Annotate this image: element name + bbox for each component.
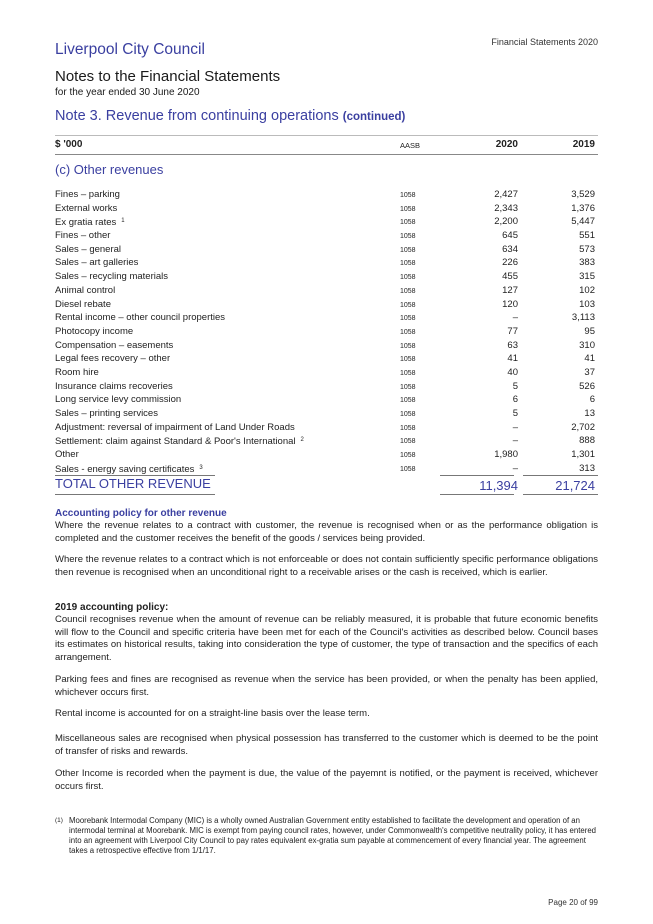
- row-aasb: 1058: [400, 465, 416, 473]
- table-top-rule: [55, 135, 598, 136]
- row-value-2019: 3,113: [571, 312, 595, 324]
- row-aasb: 1058: [400, 274, 416, 282]
- row-value-2020: 455: [502, 271, 518, 283]
- policy-paragraph-4: Parking fees and fines are recognised as revenue when the service has been provided, or when the penalty has been applied, whichever occurs first.: [55, 674, 598, 698]
- row-label-text: Animal control: [55, 284, 116, 296]
- table-row: [55, 215, 598, 229]
- policy-paragraph-7: Other Income is recorded when the payment is due, the value of the payemnt is notified, or the payment is received, whichever occurs first.: [55, 768, 598, 792]
- row-aasb: 1058: [400, 383, 416, 391]
- policy-paragraph-6: Miscellaneous sales are recognised when physical possession has transferred to the customer which is deemed to be the point of transfer of risks and rewards.: [55, 733, 598, 757]
- row-value-2019: 37: [584, 366, 595, 378]
- row-value-2020: 2,200: [494, 216, 518, 228]
- row-value-2020: 120: [502, 298, 518, 310]
- total-row: [55, 476, 598, 496]
- row-label: [55, 188, 120, 202]
- row-value-2020: 634: [502, 243, 518, 255]
- row-label: [55, 298, 111, 312]
- column-label-2019: 2019: [572, 139, 595, 150]
- row-label: [55, 393, 181, 407]
- row-label-text: Adjustment: reversal of impairment of Land Under Roads: [55, 421, 295, 433]
- row-aasb: 1058: [400, 397, 416, 405]
- row-value-2020: 40: [507, 366, 518, 378]
- row-label-text: Sales – printing services: [55, 408, 158, 419]
- row-label: [55, 380, 173, 394]
- row-label-text: Ex gratia rates: [55, 217, 117, 229]
- row-value-2020: 2,427: [494, 189, 518, 200]
- row-label-text: Insurance claims recoveries: [55, 380, 173, 392]
- row-aasb: 1058: [400, 205, 416, 213]
- row-label: [55, 434, 304, 449]
- table-row: [55, 462, 598, 476]
- table-row: [55, 229, 598, 243]
- row-label-text: Fines – parking: [55, 189, 120, 200]
- row-aasb: 1058: [400, 411, 416, 418]
- table-row: [55, 407, 598, 421]
- row-label-text: Sales – recycling materials: [55, 271, 168, 283]
- row-label: [55, 202, 117, 216]
- row-label-text: Fines – other: [55, 230, 111, 242]
- row-value-2020: –: [512, 462, 518, 474]
- row-label: [55, 243, 121, 257]
- row-value-2020: 1,980: [494, 449, 518, 461]
- row-value-2019: 573: [579, 243, 595, 255]
- row-value-2020: –: [512, 435, 518, 447]
- total-label: TOTAL OTHER REVENUE: [55, 476, 211, 491]
- row-aasb: 1058: [400, 219, 416, 227]
- row-value-2019: 315: [579, 271, 595, 283]
- row-label-text: Settlement: claim against Standard & Poor's International: [55, 436, 296, 448]
- row-value-2020: 63: [507, 339, 518, 351]
- row-label: [55, 284, 115, 298]
- row-aasb: 1058: [400, 342, 416, 350]
- row-value-2019: 6: [589, 394, 595, 406]
- row-label: [55, 325, 133, 339]
- row-label: [55, 270, 168, 284]
- table-row: [55, 380, 598, 394]
- row-aasb: 1058: [400, 246, 416, 254]
- table-row: [55, 352, 598, 366]
- council-name: Liverpool City Council: [55, 41, 205, 58]
- row-aasb: 1058: [400, 356, 416, 364]
- table-row: [55, 366, 598, 380]
- row-label-text: Diesel rebate: [55, 298, 111, 310]
- row-aasb: 1058: [400, 315, 416, 323]
- row-value-2019: 2,702: [571, 421, 595, 433]
- row-aasb: 1058: [400, 287, 416, 295]
- row-aasb: 1058: [400, 424, 416, 432]
- section-title: (c) Other revenues: [55, 162, 164, 177]
- row-value-2019: 888: [579, 435, 595, 447]
- row-label-text: Room hire: [55, 366, 99, 378]
- table-row: [55, 188, 598, 202]
- row-value-2019: 5,447: [571, 216, 595, 228]
- row-value-2019: 526: [579, 380, 595, 392]
- total-bottom-rule-label: [55, 494, 215, 495]
- row-value-2019: 103: [579, 298, 595, 310]
- row-aasb: 1058: [400, 328, 416, 336]
- row-value-2020: 645: [502, 230, 518, 242]
- total-bottom-rule-2019: [523, 494, 598, 495]
- row-label: [55, 448, 79, 462]
- row-value-2019: 102: [579, 284, 595, 296]
- row-value-2020: 41: [507, 353, 518, 365]
- row-label-text: Legal fees recovery – other: [55, 353, 171, 365]
- row-value-2019: 1,301: [571, 449, 595, 461]
- row-value-2019: 551: [579, 230, 595, 242]
- row-value-2020: 5: [512, 408, 518, 419]
- policy-paragraph-2: Where the revenue relates to a contract which is not enforceable or does not contain sufficiently specific performance obligations then revenue is recognised when an unconditional right to a receivable arises or the cash is received, which is earlier.: [55, 554, 598, 578]
- row-label: [55, 421, 295, 435]
- row-value-2020: 127: [502, 284, 518, 296]
- row-value-2020: –: [512, 312, 518, 324]
- header-right-label: Financial Statements 2020: [491, 37, 598, 47]
- row-label-text: Long service levy commission: [55, 394, 182, 406]
- row-value-2020: –: [512, 421, 518, 433]
- total-bottom-rule-2020: [440, 494, 514, 495]
- policy-paragraph-1: Where the revenue relates to a contract with customer, the revenue is recognised when or as the performance obligation is completed and the customer receives the benefit of the goods / services being provided.: [55, 520, 598, 544]
- row-value-2020: 77: [507, 325, 518, 337]
- row-value-2019: 41: [584, 353, 595, 365]
- page-title: Notes to the Financial Statements: [55, 68, 281, 85]
- row-value-2019: 1,376: [571, 202, 595, 214]
- row-aasb: 1058: [400, 438, 416, 446]
- row-value-2019: 13: [584, 408, 595, 419]
- row-value-2020: 226: [502, 257, 518, 269]
- row-label: [55, 256, 138, 270]
- column-label-units: $ '000: [55, 139, 83, 150]
- row-label-text: Rental income – other council properties: [55, 312, 226, 324]
- row-value-2019: 3,529: [571, 189, 595, 200]
- total-value-2020: 11,394: [479, 478, 518, 493]
- row-label-text: Sales - energy saving certificates: [55, 463, 195, 475]
- row-value-2019: 95: [584, 325, 595, 337]
- row-aasb: 1058: [400, 369, 416, 377]
- note-continued: (continued): [342, 111, 406, 123]
- table-row: [55, 202, 598, 216]
- revenue-table-rows: [55, 188, 598, 475]
- row-label-text: Other: [55, 449, 79, 461]
- table-row: [55, 421, 598, 435]
- row-value-2020: 6: [512, 394, 518, 406]
- page-number: Page 20 of 99: [548, 898, 598, 907]
- column-label-aasb: AASB: [400, 141, 421, 150]
- row-label: [55, 215, 125, 230]
- table-column-header: [55, 139, 598, 153]
- policy-paragraph-5: Rental income is accounted for on a straight-line basis over the lease term.: [55, 708, 370, 719]
- page-subtitle: for the year ended 30 June 2020: [55, 87, 200, 98]
- table-row: [55, 256, 598, 270]
- row-footnote-ref: 1: [121, 218, 125, 225]
- row-label-text: Compensation – easements: [55, 339, 174, 351]
- table-row: [55, 270, 598, 284]
- policy-heading-2019: 2019 accounting policy:: [55, 602, 169, 613]
- table-row: [55, 243, 598, 257]
- row-aasb: 1058: [400, 192, 416, 199]
- column-label-2020: 2020: [495, 139, 518, 150]
- table-row: [55, 284, 598, 298]
- row-label: [55, 339, 173, 353]
- footnote-text: Moorebank Intermodal Company (MIC) is a wholly owned Australian Government entity established to facilitate the development and operation of an intermodal terminal at Moorebank. MIC is exempt from paying council rates, however, under Commonwealth's competitive neutrality policy, it has entered into an agreement with Liverpool City Council to pay rates equivalent ex-gratia sum payable at commencement of every financial year. The agreement takes a retrospective effective from 1/1/17.: [69, 816, 597, 855]
- row-label: [55, 311, 225, 325]
- row-value-2020: 2,343: [494, 202, 518, 214]
- policy-paragraph-3: Council recognises revenue when the amount of revenue can be reliably measured, it is probable that future economic benefits will flow to the Council and specific criteria have been met for each of the Council's activities as described below. Council bases its estimates on historical results, taking into consideration the type of customer, the type of transaction and the specifics of each arrangement.: [55, 614, 598, 663]
- row-footnote-ref: 2: [300, 437, 304, 444]
- table-row: [55, 434, 598, 448]
- table-header-rule: [55, 154, 598, 155]
- row-value-2019: 383: [579, 257, 595, 269]
- row-label-text: External works: [55, 202, 118, 214]
- table-row: [55, 325, 598, 339]
- footnote-mark: (1): [55, 817, 63, 824]
- footnote: [55, 816, 598, 856]
- table-row: [55, 311, 598, 325]
- row-label-text: Sales – general: [55, 243, 122, 255]
- row-label-text: Sales – art galleries: [55, 257, 139, 269]
- row-aasb: 1058: [400, 233, 416, 241]
- row-value-2020: 5: [512, 380, 518, 392]
- note-heading: [55, 108, 405, 124]
- table-row: [55, 298, 598, 312]
- row-aasb: 1058: [400, 301, 416, 309]
- row-value-2019: 313: [579, 462, 595, 474]
- table-row: [55, 448, 598, 462]
- total-value-2019: 21,724: [555, 478, 595, 493]
- row-label: [55, 352, 170, 366]
- row-aasb: 1058: [400, 260, 416, 268]
- row-label: [55, 229, 110, 243]
- row-label: [55, 407, 158, 421]
- row-label-text: Photocopy income: [55, 325, 134, 337]
- row-value-2019: 310: [579, 339, 595, 351]
- policy-heading: Accounting policy for other revenue: [55, 508, 227, 519]
- note-heading-text: Note 3. Revenue from continuing operations: [55, 108, 339, 124]
- table-row: [55, 339, 598, 353]
- row-aasb: 1058: [400, 452, 416, 460]
- table-row: [55, 393, 598, 407]
- row-label: [55, 366, 99, 380]
- row-footnote-ref: 3: [199, 464, 203, 471]
